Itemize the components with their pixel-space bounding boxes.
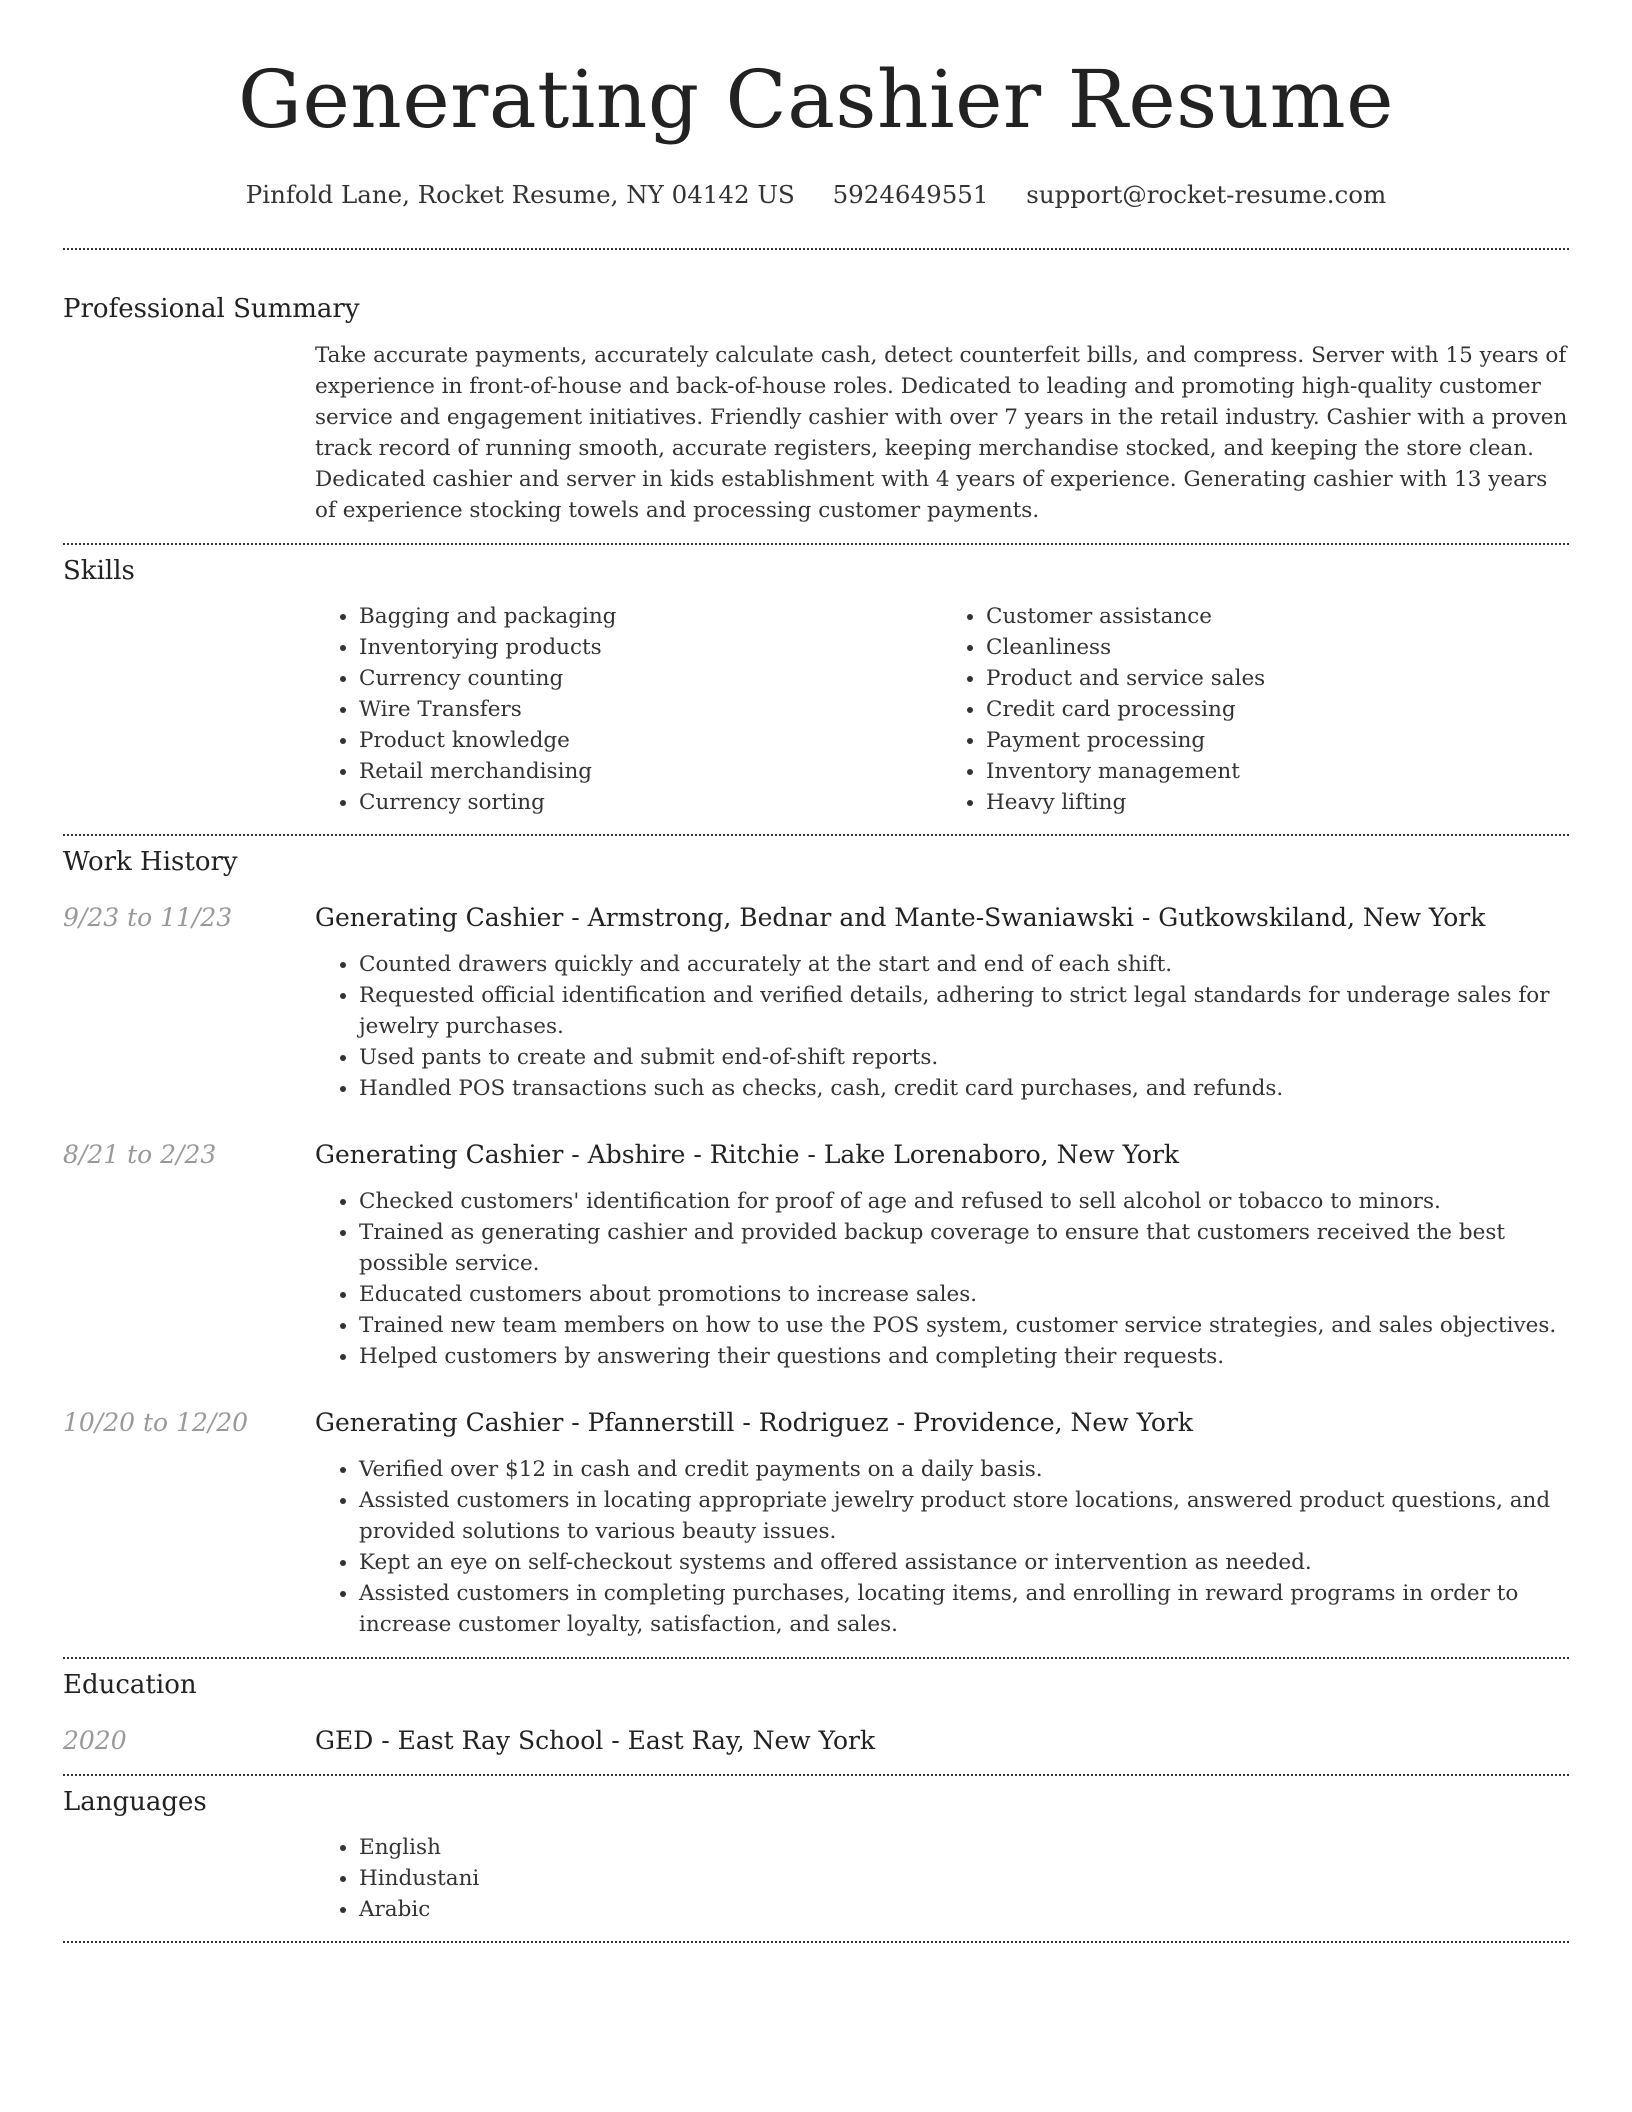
email-link[interactable]: support@rocket-resume.com [1026,180,1387,209]
job-dates: 8/21 to 2/23 [63,1140,217,1169]
resume-title: Generating Cashier Resume [238,53,1394,146]
skill-item: • Product knowledge [359,725,942,756]
skills-column-left [315,601,942,818]
job-entry [63,1138,1569,1372]
skill-item: • Customer assistance [986,601,1569,632]
job-bullet: • Checked customers' identification for proof of age and refused to sell alcohol or tobacco to minors. [359,1186,1569,1217]
job-bullet: • Handled POS transactions such as checks, cash, credit card purchases, and refunds. [359,1073,1569,1104]
skill-item: • Payment processing [986,725,1569,756]
job-entry [63,1406,1569,1640]
skill-item: • Currency sorting [359,787,942,818]
address-text: Pinfold Lane, Rocket Resume, NY 04142 US [245,180,795,209]
section-heading-skills: Skills [63,556,135,586]
job-dates: 9/23 to 11/23 [63,903,233,932]
skills-list [315,601,1569,818]
job-bullet: • Trained as generating cashier and provided backup coverage to ensure that customers received the best possible service. [359,1217,1569,1279]
languages-list [315,1832,1569,1925]
skill-item: • Heavy lifting [986,787,1569,818]
divider [63,543,1569,545]
summary-text: Take accurate payments, accurately calculate cash, detect counterfeit bills, and compress. Server with 15 years of experience in front-of-house and back-of-house roles. Dedicated to leading and promoting high-quality customer service and engagement initiatives. Friendly cashier with over 7 years in the retail industry. Cashier with a proven track record of running smooth, accurate registers, keeping merchandise stocked, and keeping the store clean. Dedicated cashier and server in kids establishment with 4 years of experience. Generating cashier with 13 years of experience stocking towels and processing customer payments. [315,343,1568,523]
job-bullet: • Counted drawers quickly and accurately at the start and end of each shift. [359,949,1569,980]
divider [63,248,1569,250]
section-heading-education: Education [63,1670,197,1700]
job-title: Generating Cashier - Pfannerstill - Rodriguez - Providence, New York [315,1408,1194,1437]
section-heading-summary: Professional Summary [63,294,360,324]
skill-item: • Currency counting [359,663,942,694]
divider [63,1941,1569,1943]
job-bullets [315,1186,1569,1372]
section-heading-languages: Languages [63,1787,207,1817]
divider [63,834,1569,836]
resume-page [63,0,1569,1943]
job-bullet: • Educated customers about promotions to increase sales. [359,1279,1569,1310]
divider [63,1657,1569,1659]
job-bullet: • Requested official identification and verified details, adhering to strict legal standards for underage sales for jewelry purchases. [359,980,1569,1042]
skill-item: • Product and service sales [986,663,1569,694]
language-item: • Arabic [359,1894,1569,1925]
skill-item: • Bagging and packaging [359,601,942,632]
job-bullet: • Trained new team members on how to use the POS system, customer service strategies, and sales objectives. [359,1310,1569,1341]
job-bullet: • Used pants to create and submit end-of-shift reports. [359,1042,1569,1073]
phone-text: 5924649551 [832,180,989,209]
divider [63,1774,1569,1776]
education-entry [63,1724,1569,1758]
job-title: Generating Cashier - Armstrong, Bednar and Mante-Swaniawski - Gutkowskiland, New York [315,903,1486,932]
skill-item: • Retail merchandising [359,756,942,787]
job-entry [63,901,1569,1104]
summary-section [315,340,1569,526]
language-item: • English [359,1832,1569,1863]
job-dates: 10/20 to 12/20 [63,1408,249,1437]
job-bullets [315,949,1569,1104]
job-bullet: • Kept an eye on self-checkout systems and offered assistance or intervention as needed. [359,1547,1569,1578]
job-bullet: • Assisted customers in completing purchases, locating items, and enrolling in reward programs in order to increase customer loyalty, satisfaction, and sales. [359,1578,1569,1640]
education-title: GED - East Ray School - East Ray, New York [315,1726,876,1755]
contact-line [63,180,1569,210]
skill-item: • Cleanliness [986,632,1569,663]
job-title: Generating Cashier - Abshire - Ritchie - Lake Lorenaboro, New York [315,1140,1180,1169]
skills-column-right [942,601,1569,818]
education-year: 2020 [63,1726,127,1755]
section-heading-work-history: Work History [63,847,238,877]
skill-item: • Inventory management [986,756,1569,787]
job-bullets [315,1454,1569,1640]
job-bullet: • Helped customers by answering their questions and completing their requests. [359,1341,1569,1372]
skill-item: • Inventorying products [359,632,942,663]
job-bullet: • Verified over $12 in cash and credit payments on a daily basis. [359,1454,1569,1485]
skill-item: • Credit card processing [986,694,1569,725]
skill-item: • Wire Transfers [359,694,942,725]
language-item: • Hindustani [359,1863,1569,1894]
job-bullet: • Assisted customers in locating appropriate jewelry product store locations, answered product questions, and provided solutions to various beauty issues. [359,1485,1569,1547]
